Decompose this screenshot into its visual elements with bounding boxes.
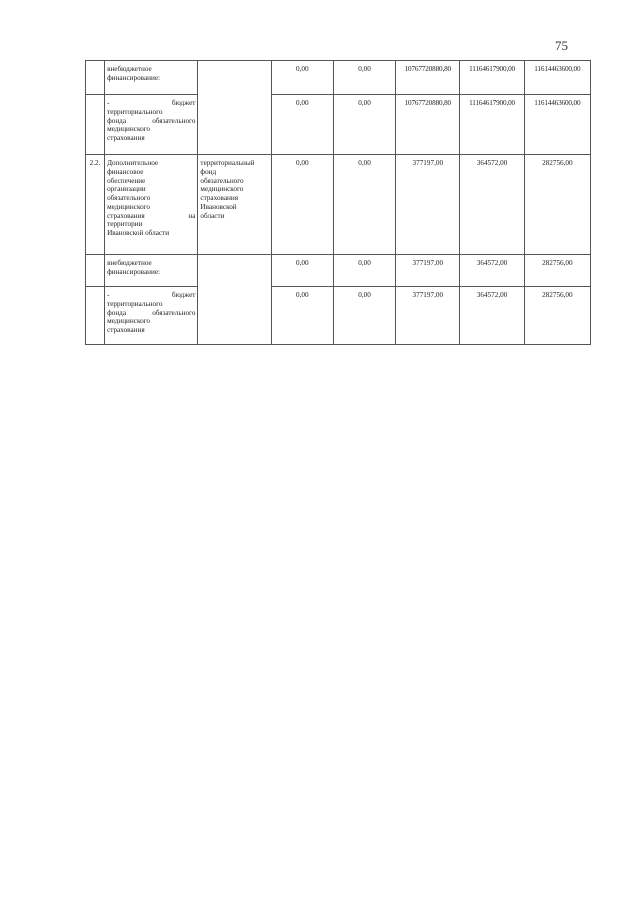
table-row [86, 95, 591, 155]
row-name-cell [105, 155, 198, 255]
value-cell: 0,00 [271, 255, 333, 287]
name-line: территории [107, 220, 143, 229]
row-number-cell [86, 61, 105, 95]
table-row [86, 255, 591, 287]
name-word: бюджет [171, 291, 196, 299]
value-cell: 364572,00 [460, 255, 524, 287]
value-cell: 377197,00 [396, 287, 460, 345]
name-line: обязательного [107, 194, 151, 203]
name-line: финансирование: [107, 267, 161, 276]
executor-line: области [200, 211, 225, 220]
name-word: на [188, 211, 196, 220]
executor-line: страхования [200, 194, 239, 203]
table-row [86, 155, 591, 255]
value-cell: 364572,00 [460, 287, 524, 345]
row-number-cell [86, 95, 105, 155]
value-cell: 0,00 [333, 155, 395, 255]
value-cell: 10767720880,80 [396, 61, 460, 95]
page-number: 75 [555, 38, 568, 53]
row-number-cell [86, 255, 105, 287]
name-line: обеспечение [107, 176, 146, 185]
value-cell: 0,00 [271, 287, 333, 345]
row-name-cell [105, 95, 198, 155]
row-name-cell [105, 255, 198, 287]
name-word: обязательного [152, 116, 196, 125]
executor-line: обязательного [200, 176, 244, 185]
row-name-cell [105, 287, 198, 345]
name-line: финансовое [107, 167, 144, 176]
value-cell: 0,00 [271, 155, 333, 255]
value-cell: 0,00 [333, 255, 395, 287]
dash-mark: - [107, 291, 110, 299]
row-number-cell: 2.2. [86, 155, 105, 255]
value-cell: 0,00 [333, 61, 395, 95]
value-cell: 282756,00 [524, 155, 590, 255]
value-cell: 0,00 [333, 287, 395, 345]
table-row [86, 61, 591, 95]
name-line: медицинского [107, 317, 151, 326]
executor-line: фонд [200, 167, 217, 176]
name-word: страхования [107, 211, 145, 220]
row-number-cell [86, 287, 105, 345]
value-cell: 377197,00 [396, 155, 460, 255]
executor-line: территориальный [200, 159, 255, 167]
executor-cell [198, 255, 271, 345]
name-line: Ивановской области [107, 229, 170, 238]
value-cell: 11164617900,00 [460, 61, 524, 95]
name-line: медицинского [107, 125, 151, 134]
value-cell: 377197,00 [396, 255, 460, 287]
name-line [107, 291, 195, 300]
value-cell: 11164617900,00 [460, 95, 524, 155]
value-cell: 282756,00 [524, 255, 590, 287]
row-name-cell [105, 61, 198, 95]
value-cell: 11614463600,00 [524, 61, 590, 95]
name-line [107, 309, 195, 318]
dash-mark: - [107, 99, 110, 107]
financing-table [85, 60, 591, 345]
value-cell: 10767720880,80 [396, 95, 460, 155]
name-line: внебюджетное [107, 259, 152, 267]
name-word: фонда [107, 116, 127, 125]
executor-cell [198, 155, 271, 255]
executor-line: медицинского [200, 185, 244, 194]
name-word: фонда [107, 308, 127, 317]
name-line: страхования [107, 326, 145, 335]
table-row [86, 287, 591, 345]
value-cell: 282756,00 [524, 287, 590, 345]
name-line [107, 117, 195, 126]
name-line: финансирование: [107, 73, 161, 82]
executor-cell [198, 61, 271, 155]
name-line: территориального [107, 299, 163, 308]
value-cell: 11614463600,00 [524, 95, 590, 155]
name-line [107, 99, 195, 108]
value-cell: 364572,00 [460, 155, 524, 255]
name-line: медицинского [107, 202, 151, 211]
name-word: обязательного [152, 308, 196, 317]
name-line: внебюджетное [107, 65, 152, 73]
value-cell: 0,00 [271, 61, 333, 95]
name-word: бюджет [171, 99, 196, 107]
value-cell: 0,00 [333, 95, 395, 155]
name-line: страхования [107, 134, 145, 143]
executor-line: Ивановской [200, 202, 237, 211]
name-line [107, 212, 195, 221]
name-line: организации [107, 185, 146, 194]
name-line: Дополнительное [107, 159, 159, 167]
name-line: территориального [107, 107, 163, 116]
value-cell: 0,00 [271, 95, 333, 155]
